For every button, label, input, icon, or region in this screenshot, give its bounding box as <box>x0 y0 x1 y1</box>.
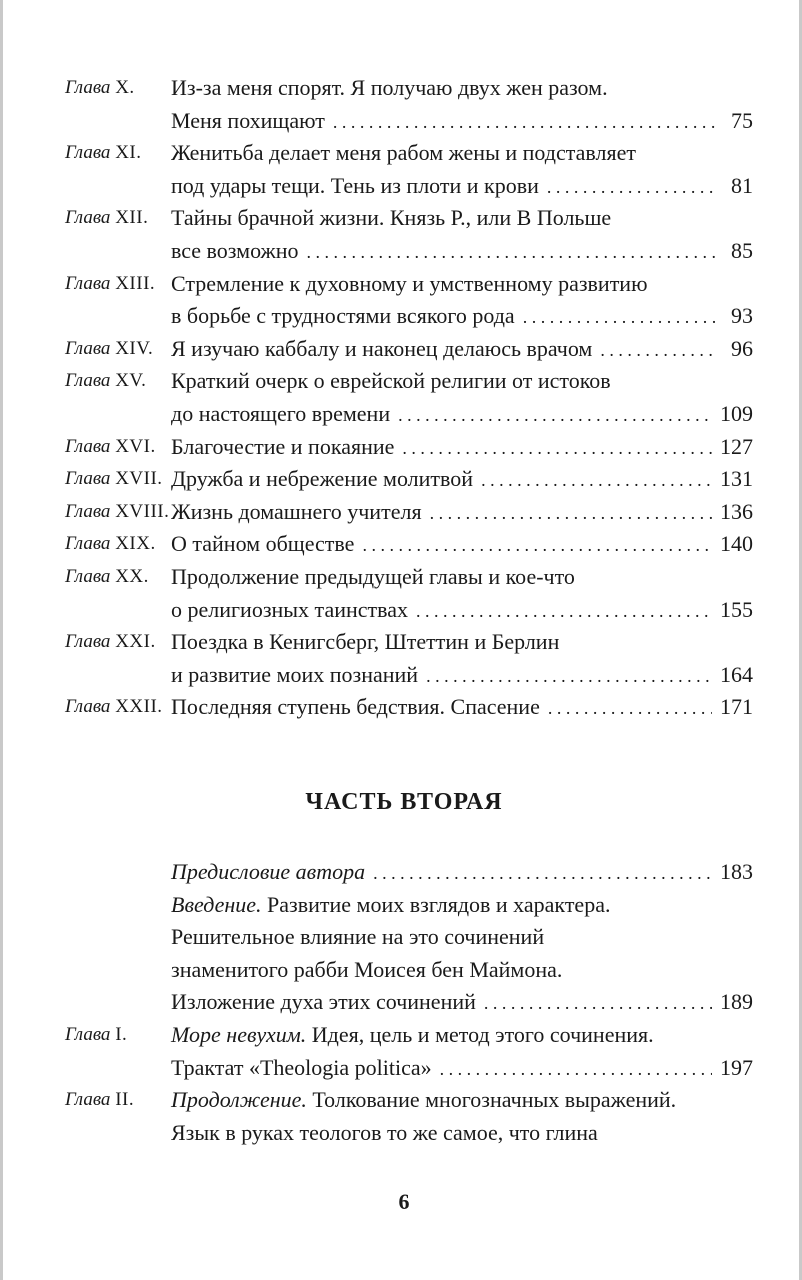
toc-entry-line <box>171 170 753 202</box>
entry-text: Меня похищают <box>171 107 325 133</box>
entry-text: Развитие моих взглядов и характера. <box>261 891 611 917</box>
entry-title-text <box>171 626 559 658</box>
chapter-label <box>65 333 153 365</box>
toc-entry-line <box>171 986 753 1018</box>
toc-entry-line <box>171 300 753 332</box>
chapter-number: XIV. <box>115 337 154 359</box>
chapter-number: X. <box>115 77 135 98</box>
entry-title-text <box>171 268 648 300</box>
entry-page-number: 75 <box>731 107 753 133</box>
entry-title-text <box>171 889 610 921</box>
chapter-word: Глава <box>65 272 116 294</box>
entry-text: Язык в руках теологов то же самое, что глина <box>171 1119 598 1145</box>
entry-page-number: 81 <box>731 172 753 198</box>
entry-text: Изложение духа этих сочинений <box>171 989 476 1015</box>
toc-entry-line <box>171 1084 753 1116</box>
chapter-number: II. <box>115 1089 135 1111</box>
entry-page-number: 93 <box>731 303 753 329</box>
entry-text: до настоящего времени <box>171 401 391 426</box>
leader-dots <box>430 497 712 529</box>
entry-text: Поездка в Кенигсберг, Штеттин и Берлин <box>171 629 560 655</box>
chapter-label <box>65 496 169 528</box>
leader-dots <box>547 171 715 203</box>
entry-page-number: 136 <box>720 498 753 524</box>
toc-entry-line <box>171 659 753 691</box>
entry-text: Женитьба делает меня рабом жены и подставляет <box>171 140 636 166</box>
toc-entry-line <box>171 72 753 104</box>
entry-italic-lead: Море невухим. <box>171 1022 307 1047</box>
leader-dots <box>307 236 715 268</box>
entry-text: Стремление к духовному и умственному развитию <box>171 270 648 296</box>
chapter-word: Глава <box>65 696 116 718</box>
toc-entry-line <box>171 626 753 658</box>
entry-text: под удары тещи. Тень из плоти и крови <box>171 172 539 198</box>
chapter-label <box>65 561 149 593</box>
chapter-number: XXII. <box>115 696 163 718</box>
leader-dots <box>481 464 712 496</box>
chapter-label <box>65 431 156 463</box>
entry-title-text <box>171 170 539 202</box>
entry-italic-lead: Продолжение. <box>171 1087 307 1113</box>
chapter-word: Глава <box>65 1089 116 1111</box>
entry-text: Трактат «Theologia politica» <box>171 1054 432 1080</box>
entry-title-text <box>171 986 476 1018</box>
entry-title-text <box>171 954 562 986</box>
chapter-word: Глава <box>65 77 116 98</box>
entry-text: о религиозных таинствах <box>171 596 408 622</box>
entry-page-number: 155 <box>720 596 753 622</box>
entry-text: в борьбе с трудностями всякого рода <box>171 303 515 329</box>
chapter-word: Глава <box>65 142 116 164</box>
leader-dots <box>426 660 712 692</box>
chapter-word: Глава <box>65 370 116 392</box>
chapter-number: XVI. <box>115 435 156 457</box>
entry-title-text <box>171 659 418 691</box>
chapter-label <box>65 1084 134 1116</box>
entry-title-text <box>171 691 540 723</box>
chapter-label <box>65 626 156 658</box>
entry-title-text <box>171 528 354 560</box>
chapter-word: Глава <box>65 435 116 457</box>
chapter-word: Глава <box>65 533 116 555</box>
toc-entry-line <box>171 137 753 169</box>
entry-title-text <box>171 1052 432 1084</box>
chapter-number: XII. <box>115 207 149 229</box>
chapter-number: XXI. <box>115 631 156 653</box>
chapter-label <box>65 1019 127 1051</box>
leader-dots <box>333 106 715 138</box>
entry-italic-lead: Введение. <box>171 891 262 917</box>
entry-page-number: 197 <box>720 1054 753 1080</box>
leader-dots <box>416 595 712 627</box>
toc-entry-line <box>171 1052 753 1084</box>
entry-title-text <box>171 561 575 593</box>
chapter-label <box>65 202 148 234</box>
toc-entry-line <box>171 889 753 921</box>
section-title: ЧАСТЬ ВТОРАЯ <box>305 789 503 815</box>
chapter-word: Глава <box>65 500 116 522</box>
entry-text: Благочестие и покаяние <box>171 433 395 459</box>
toc-entry-line <box>171 431 753 463</box>
entry-title-text <box>171 72 608 104</box>
chapter-word: Глава <box>65 207 116 229</box>
leader-dots <box>402 432 712 464</box>
toc-entry-line <box>171 105 753 137</box>
entry-title-text <box>171 300 515 332</box>
chapter-word: Глава <box>65 631 116 653</box>
entry-text: Дружба и небрежение молитвой <box>171 466 474 492</box>
entry-text: знаменитого рабби Моисея бен Маймона. <box>171 956 563 982</box>
entry-title-text <box>171 496 422 528</box>
toc-entry-line <box>171 561 753 593</box>
toc-entry-line <box>171 268 753 300</box>
toc-entry-line <box>171 594 753 626</box>
toc-entry-line <box>171 333 753 365</box>
chapter-label <box>65 72 135 104</box>
leader-dots <box>548 692 712 724</box>
chapter-number: XVIII. <box>115 500 170 522</box>
toc-entry-line <box>171 496 753 528</box>
leader-dots <box>484 987 712 1019</box>
entry-text: Краткий очерк о еврейской религии от истоков <box>171 368 611 394</box>
entry-title-text <box>171 202 611 234</box>
entry-title-text <box>171 431 394 463</box>
toc-entry-line <box>171 921 753 953</box>
chapter-word: Глава <box>65 337 116 359</box>
entry-title-text <box>171 856 365 888</box>
chapter-number: XIII. <box>115 272 156 294</box>
entry-title-text <box>171 921 544 953</box>
leader-dots <box>440 1053 712 1085</box>
leader-dots <box>600 334 715 366</box>
chapter-number: XI. <box>115 142 142 164</box>
toc-entry-line <box>171 954 753 986</box>
leader-dots <box>398 399 712 431</box>
entry-text: и развитие моих познаний <box>171 661 419 687</box>
leader-dots <box>373 857 712 889</box>
toc-entry-line <box>171 1117 753 1149</box>
toc-entry-line <box>171 398 753 430</box>
entry-page-number: 109 <box>720 401 753 426</box>
entry-title-text <box>171 333 592 365</box>
entry-italic-lead: Предисловие автора <box>171 859 366 884</box>
entry-text: Идея, цель и метод этого сочинения. <box>306 1022 654 1047</box>
entry-page-number: 164 <box>720 661 753 687</box>
toc-entry-line <box>171 365 753 397</box>
leader-dots <box>362 529 712 561</box>
page-number: 6 <box>398 1189 410 1214</box>
chapter-number: XVII. <box>115 468 163 490</box>
entry-text: Из-за меня спорят. Я получаю двух жен разом. <box>171 75 608 100</box>
entry-title-text <box>171 398 390 430</box>
entry-title-text <box>171 105 325 137</box>
toc-entry-line <box>171 202 753 234</box>
entry-title-text <box>171 235 299 267</box>
chapter-label <box>65 463 163 495</box>
chapter-label <box>65 137 142 169</box>
chapter-number: XV. <box>115 370 147 392</box>
chapter-number: I. <box>115 1024 128 1045</box>
entry-text: все возможно <box>171 238 299 263</box>
toc-entry-line <box>171 1019 753 1051</box>
chapter-label <box>65 268 155 300</box>
entry-title-text <box>171 463 473 495</box>
entry-page-number: 131 <box>720 466 753 492</box>
toc-entry-line <box>171 463 753 495</box>
chapter-label <box>65 691 163 723</box>
entry-title-text <box>171 365 611 397</box>
entry-title-text <box>171 1019 654 1051</box>
entry-title-text <box>171 1084 676 1116</box>
entry-page-number: 171 <box>720 694 753 720</box>
chapter-word: Глава <box>65 566 116 587</box>
entry-page-number: 140 <box>720 531 753 557</box>
entry-title-text <box>171 1117 598 1149</box>
toc-entry-line <box>171 528 753 560</box>
entry-page-number: 85 <box>731 238 753 263</box>
entry-text: Жизнь домашнего учителя <box>171 498 422 524</box>
entry-text: Я изучаю каббалу и наконец делаюсь врачом <box>171 335 593 361</box>
entry-text: Последняя ступень бедствия. Спасение <box>171 694 540 720</box>
chapter-word: Глава <box>65 468 116 490</box>
leader-dots <box>523 301 715 333</box>
entry-text: Толкование многозначных выражений. <box>306 1087 677 1113</box>
entry-text: О тайном обществе <box>171 531 355 557</box>
chapter-label <box>65 365 146 397</box>
entry-text: Тайны брачной жизни. Князь Р., или В Польше <box>171 205 612 231</box>
chapter-word: Глава <box>65 1024 116 1045</box>
entry-title-text <box>171 137 636 169</box>
chapter-number: XIX. <box>115 533 156 555</box>
toc-entry-line <box>171 856 753 888</box>
toc-entry-line <box>171 691 753 723</box>
toc-entry-line <box>171 235 753 267</box>
entry-page-number: 183 <box>720 859 753 884</box>
chapter-label <box>65 528 156 560</box>
entry-page-number: 189 <box>720 989 753 1015</box>
entry-page-number: 96 <box>731 335 753 361</box>
chapter-number: XX. <box>115 566 149 587</box>
entry-title-text <box>171 594 408 626</box>
entry-text: Продолжение предыдущей главы и кое-что <box>171 564 575 589</box>
entry-page-number: 127 <box>720 433 753 459</box>
entry-text: Решительное влияние на это сочинений <box>171 924 545 950</box>
